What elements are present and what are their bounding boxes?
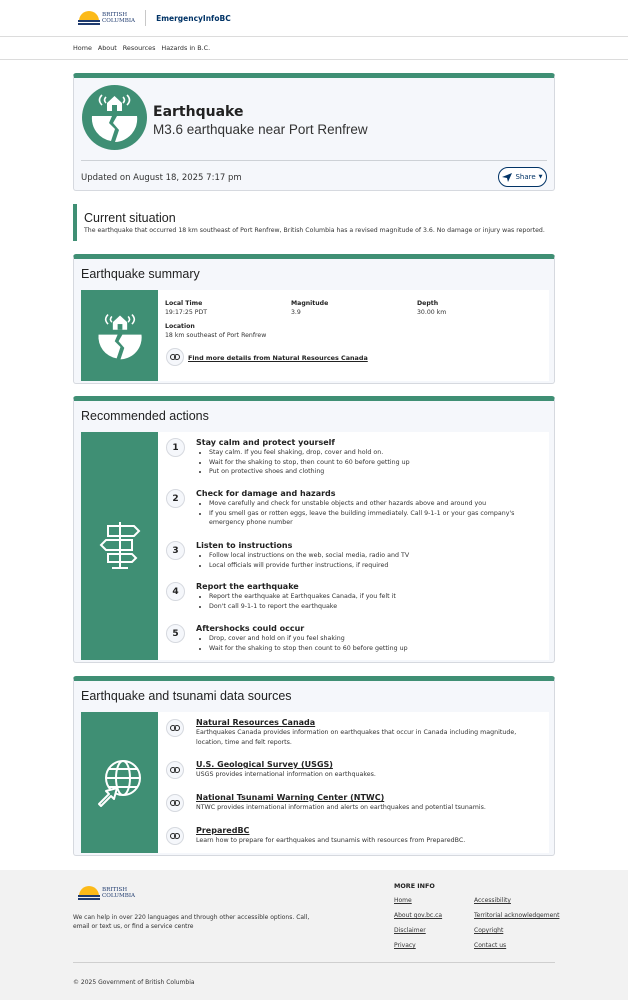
updated-timestamp: Updated on August 18, 2025 7:17 pm (81, 173, 242, 183)
bullet: • Don't call 9-1-1 to report the earthquake (209, 602, 396, 612)
link-icon (166, 348, 184, 366)
earthquake-house-icon (82, 85, 147, 150)
divider (81, 160, 547, 161)
footer-link-contact[interactable]: Contact us (474, 942, 507, 949)
nav-home[interactable]: Home (73, 44, 92, 52)
source-item-1 (196, 718, 541, 747)
step-number-5: 5 (166, 624, 185, 643)
logo-line2: COLUMBIA (102, 893, 136, 899)
bullet[interactable]: • Report the earthquake at Earthquakes Canada, if you felt it (209, 592, 396, 602)
source-item-3 (196, 793, 541, 813)
main-nav (0, 37, 628, 60)
actions-title: Recommended actions (81, 409, 209, 423)
bullet: • Follow local instructions on the web, social media, radio and TV (209, 551, 409, 561)
site-name[interactable]: EmergencyInfoBC (156, 13, 231, 23)
footer-link-disclaimer[interactable]: Disclaimer (394, 927, 426, 934)
more-info-heading: MORE INFO (394, 882, 435, 890)
header-divider (145, 10, 146, 26)
summary-card (73, 254, 555, 384)
magnitude-label: Magnitude (291, 300, 329, 307)
step-number-2: 2 (166, 489, 185, 508)
help-text (73, 913, 318, 931)
logo-line1: BRITISH (102, 12, 128, 18)
action-title-3: Listen to instructions (196, 541, 293, 550)
action-title-1: Stay calm and protect yourself (196, 438, 335, 447)
action-item-5 (196, 624, 408, 653)
step-number-1: 1 (166, 438, 185, 457)
service-centre-link[interactable]: find a service centre (132, 923, 194, 930)
step-number-3: 3 (166, 541, 185, 560)
source-link-ntwc[interactable]: National Tsunami Warning Center (NTWC) (196, 793, 385, 802)
bullet: • If you smell gas or rotten eggs, leave the building immediately. Call 9-1-1 or your gas company's emergency phone number (209, 509, 541, 528)
source-link-usgs[interactable]: U.S. Geological Survey (USGS) (196, 760, 333, 769)
help-prefix: We can help in over 220 languages and through other accessible options. (73, 914, 297, 921)
summary-title: Earthquake summary (81, 267, 200, 281)
local-time-value: 19:17:25 PDT (165, 309, 208, 316)
source-link-preparedbc[interactable]: PreparedBC (196, 826, 250, 835)
action-bullets-2 (209, 499, 541, 528)
footer-link-home[interactable]: Home (394, 897, 412, 904)
source-desc: USGS provides international information on earthquakes. (196, 771, 376, 778)
source-item-4 (196, 826, 541, 846)
local-time-field (165, 300, 207, 316)
action-bullets-1 (209, 448, 410, 477)
bullet: • Put on protective shoes and clothing (209, 467, 410, 477)
signpost-icon (94, 520, 146, 572)
action-bullets-4 (209, 592, 396, 611)
action-item-2 (196, 489, 541, 528)
action-bullets-5 (209, 634, 408, 653)
site-header (0, 0, 628, 37)
bc-sun-icon (78, 11, 100, 25)
actions-icon-panel (81, 432, 158, 660)
site-footer (0, 870, 628, 1000)
event-card (73, 73, 555, 191)
nrc-details-link[interactable]: Find more details from Natural Resources Canada (188, 354, 368, 362)
footer-link-privacy[interactable]: Privacy (394, 942, 416, 949)
depth-field (417, 300, 446, 316)
depth-value: 30.00 km (417, 309, 447, 316)
footer-link-copyright[interactable]: Copyright (474, 927, 504, 934)
bullet: • Move carefully and check for unstable objects and other hazards above and around you (209, 499, 541, 509)
sources-icon-panel (81, 712, 158, 853)
source-desc: NTWC provides international information and alerts on earthquakes and potential tsunamis. (196, 804, 486, 811)
copyright: © 2025 Government of British Columbia (73, 979, 195, 986)
footer-bc-logo[interactable] (78, 886, 135, 900)
logo-line2: COLUMBIA (102, 18, 136, 24)
action-item-1 (196, 438, 410, 477)
action-title-4: Report the earthquake (196, 582, 299, 591)
step-number-4: 4 (166, 582, 185, 601)
bullet: • Wait for the shaking to stop then count to 60 before getting up (209, 644, 408, 654)
summary-panel (81, 290, 549, 381)
caret-down-icon: ▼ (538, 174, 543, 180)
source-item-2 (196, 760, 541, 780)
location-label: Location (165, 323, 195, 330)
current-title: Current situation (84, 211, 176, 225)
nav-hazards[interactable]: Hazards in B.C. (161, 44, 211, 52)
event-type: Earthquake (153, 104, 244, 120)
bc-logo[interactable] (78, 11, 135, 25)
help-mid: , or (120, 923, 133, 930)
link-icon (166, 794, 184, 812)
send-icon (502, 173, 512, 182)
magnitude-field (291, 300, 328, 316)
contact-link[interactable]: Call, email or text us (73, 914, 310, 930)
footer-link-territorial[interactable]: Territorial acknowledgement (474, 912, 560, 919)
depth-label: Depth (417, 300, 439, 307)
action-bullets-3 (209, 551, 409, 570)
current-text: The earthquake that occurred 18 km southeast of Port Renfrew, British Columbia has a revised magnitude of 3.6. No damage or injury was reported. (84, 227, 545, 234)
action-title-2: Check for damage and hazards (196, 489, 336, 498)
link-icon (166, 719, 184, 737)
source-link-nrc[interactable]: Natural Resources Canada (196, 718, 316, 727)
bullet: • Stay calm. If you feel shaking, drop, cover and hold on. (209, 448, 410, 458)
bullet: • Local officials will provide further instructions, if required (209, 561, 409, 571)
link-icon (166, 827, 184, 845)
share-label: Share (515, 173, 536, 181)
nav-about[interactable]: About (97, 44, 117, 52)
action-item-4 (196, 582, 396, 611)
action-item-3 (196, 541, 409, 570)
magnitude-value: 3.9 (291, 309, 301, 316)
bc-sun-icon (78, 886, 100, 900)
summary-icon-panel (81, 290, 158, 381)
current-situation (73, 204, 555, 241)
source-desc: Learn how to prepare for earthquakes and tsunamis with resources from PreparedBC. (196, 837, 466, 844)
local-time-label: Local Time (165, 300, 203, 307)
sources-panel (81, 712, 549, 853)
share-button[interactable] (498, 167, 547, 187)
actions-panel (81, 432, 549, 660)
bullet: • Wait for the shaking to stop, then count to 60 before getting up (209, 458, 410, 468)
source-desc: Earthquakes Canada provides information on earthquakes that occur in Canada including magnitude, location, time and felt reports. (196, 729, 517, 746)
nav-resources[interactable]: Resources (122, 44, 156, 52)
globe-cursor-icon (95, 758, 145, 808)
logo-line1: BRITISH (102, 887, 128, 893)
action-title-5: Aftershocks could occur (196, 624, 305, 633)
actions-card (73, 396, 555, 663)
location-value: 18 km southeast of Port Renfrew (165, 332, 267, 339)
bullet: • Drop, cover and hold on if you feel shaking (209, 634, 408, 644)
sources-title: Earthquake and tsunami data sources (81, 689, 292, 703)
footer-divider (73, 962, 555, 963)
footer-link-about[interactable]: About gov.bc.ca (394, 912, 443, 919)
earthquake-house-icon (89, 305, 151, 367)
location-field (165, 323, 266, 339)
sources-card (73, 676, 555, 856)
event-headline: M3.6 earthquake near Port Renfrew (153, 122, 368, 137)
link-icon (166, 761, 184, 779)
footer-link-accessibility[interactable]: Accessibility (474, 897, 511, 904)
